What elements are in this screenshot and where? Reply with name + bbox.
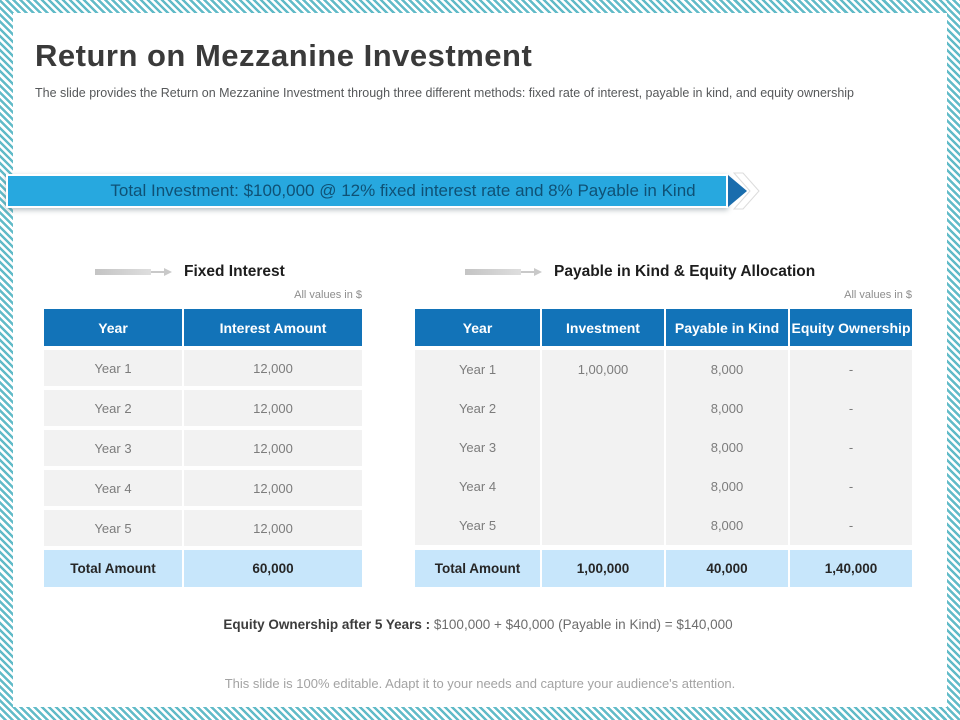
table-cell: Year 4 xyxy=(415,467,540,506)
table-cell: - xyxy=(790,389,912,428)
border-stripe-top xyxy=(0,0,960,13)
table-total-row xyxy=(44,550,362,587)
border-stripe-left xyxy=(0,0,13,720)
table-cell: - xyxy=(790,467,912,506)
table-cell: 8,000 xyxy=(666,506,788,545)
table-cell: 1,00,000 xyxy=(542,350,664,389)
table-cell: Year 4 xyxy=(44,470,182,506)
page-title: Return on Mezzanine Investment xyxy=(35,38,533,73)
table-row xyxy=(44,350,362,386)
table-row xyxy=(415,389,912,428)
banner-text: Total Investment: $100,000 @ 12% fixed interest rate and 8% Payable in Kind xyxy=(110,181,696,200)
column-header: Year xyxy=(415,309,540,346)
table-cell: 8,000 xyxy=(666,467,788,506)
table-cell: Year 3 xyxy=(415,428,540,467)
section-payable-in-kind xyxy=(465,263,815,281)
table-cell: Total Amount xyxy=(415,550,540,587)
equity-note-bold: Equity Ownership after 5 Years : xyxy=(223,617,431,632)
payable-in-kind-table xyxy=(415,309,912,587)
section-fixed-interest xyxy=(95,263,285,281)
table-cell: Year 5 xyxy=(415,506,540,545)
table-cell xyxy=(542,467,664,506)
table-cell: 12,000 xyxy=(184,510,362,546)
table-cell: 1,00,000 xyxy=(542,550,664,587)
column-header: Year xyxy=(44,309,182,346)
table-header-row xyxy=(44,309,362,346)
table-row xyxy=(415,467,912,506)
pointer-arrow-icon xyxy=(95,268,172,276)
editable-footer-note: This slide is 100% editable. Adapt it to your needs and capture your audience's attention. xyxy=(224,676,736,691)
table-cell: 8,000 xyxy=(666,389,788,428)
table-cell: Year 1 xyxy=(44,350,182,386)
pik-values-note: All values in $ xyxy=(844,289,912,301)
table-cell: 60,000 xyxy=(184,550,362,587)
table-cell: 8,000 xyxy=(666,428,788,467)
fixed-interest-title: Fixed Interest xyxy=(184,263,285,280)
column-header: Payable in Kind xyxy=(666,309,788,346)
table-total-row xyxy=(415,550,912,587)
table-cell: - xyxy=(790,506,912,545)
payable-in-kind-title: Payable in Kind & Equity Allocation xyxy=(554,263,816,280)
border-stripe-right xyxy=(947,0,960,720)
table-row xyxy=(415,506,912,545)
table-cell xyxy=(542,428,664,467)
pointer-arrow-icon xyxy=(465,268,542,276)
column-header: Interest Amount xyxy=(184,309,362,346)
table-header-row xyxy=(415,309,912,346)
fixed-values-note: All values in $ xyxy=(294,289,362,301)
total-investment-banner xyxy=(6,174,728,208)
banner-arrow-icon xyxy=(726,172,760,210)
table-cell: 1,40,000 xyxy=(790,550,912,587)
table-cell: - xyxy=(790,428,912,467)
table-cell: - xyxy=(790,350,912,389)
table-row xyxy=(44,430,362,466)
equity-note-regular: $100,000 + $40,000 (Payable in Kind) = $140,000 xyxy=(430,617,733,632)
table-row xyxy=(44,390,362,426)
table-cell: 8,000 xyxy=(666,350,788,389)
table-cell: 12,000 xyxy=(184,350,362,386)
table-cell: 12,000 xyxy=(184,390,362,426)
table-cell: Total Amount xyxy=(44,550,182,587)
page-subtitle: The slide provides the Return on Mezzanine Investment through three different methods: fixed rate of interest, payable in kind, and equity ownership xyxy=(35,86,854,100)
table-cell: Year 2 xyxy=(44,390,182,426)
table-cell: Year 2 xyxy=(415,389,540,428)
column-header: Equity Ownership xyxy=(790,309,912,346)
column-header: Investment xyxy=(542,309,664,346)
table-cell xyxy=(542,506,664,545)
table-cell: 12,000 xyxy=(184,470,362,506)
table-row xyxy=(415,428,912,467)
table-cell: Year 1 xyxy=(415,350,540,389)
table-cell: Year 5 xyxy=(44,510,182,546)
table-cell: 40,000 xyxy=(666,550,788,587)
fixed-interest-table xyxy=(44,309,362,587)
equity-ownership-note xyxy=(0,617,956,632)
table-row xyxy=(44,470,362,506)
table-cell: Year 3 xyxy=(44,430,182,466)
table-row xyxy=(44,510,362,546)
table-cell xyxy=(542,389,664,428)
table-cell: 12,000 xyxy=(184,430,362,466)
border-stripe-bottom xyxy=(0,707,960,720)
table-row xyxy=(415,350,912,389)
